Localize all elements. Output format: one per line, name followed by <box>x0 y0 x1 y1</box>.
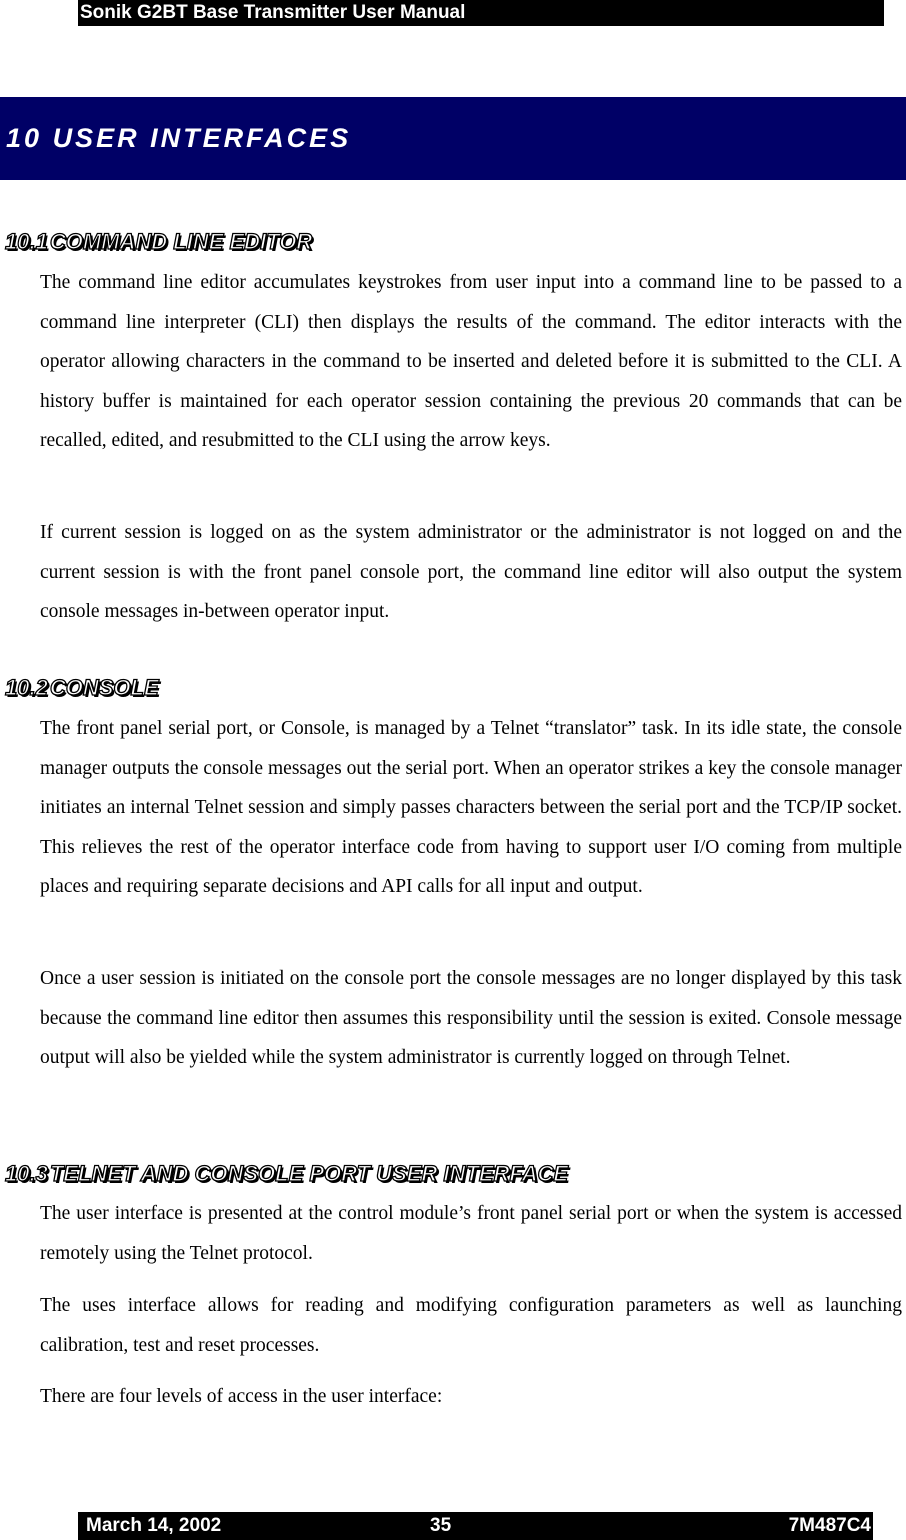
section-heading-10-3 <box>5 1161 568 1187</box>
document-id: 7M487C4 <box>788 1515 871 1536</box>
manual-title: Sonik G2BT Base Transmitter User Manual <box>80 2 466 23</box>
page-number: 35 <box>430 1515 452 1536</box>
section-heading-10-2 <box>5 675 159 701</box>
section-title: CONSOLE <box>49 675 159 700</box>
running-header <box>78 0 884 26</box>
section-title: TELNET AND CONSOLE PORT USER INTERFACE <box>49 1161 569 1186</box>
section-number: 10.3 <box>5 1161 48 1186</box>
chapter-number: 10 <box>6 123 43 153</box>
chapter-title-bar <box>0 97 906 180</box>
section-heading-10-1 <box>5 229 312 255</box>
paragraph: Once a user session is initiated on the console port the console messages are no longer displayed by this task because the command line editor then assumes this responsibility until the session is exited. Console message output will also be yielded while the system administrator is currently logged on through Telnet. <box>40 968 902 1068</box>
paragraph: The user interface is presented at the control module’s front panel serial port or when the system is accessed remotely using the Telnet protocol. <box>40 1203 902 1264</box>
chapter-title: USER INTERFACES <box>52 123 352 153</box>
section-title: COMMAND LINE EDITOR <box>49 229 313 254</box>
paragraph: The uses interface allows for reading and modifying configuration parameters as well as launching calibration, test and reset processes. <box>40 1295 902 1356</box>
section-number: 10.2 <box>5 675 48 700</box>
paragraph: The command line editor accumulates keystrokes from user input into a command line to be passed to a command line interpreter (CLI) then displays the results of the command. The editor interacts with the operator allowing characters in the command to be inserted and deleted before it is submitted to the CLI. A history buffer is maintained for each operator session containing the previous 20 commands that can be recalled, edited, and resubmitted to the CLI using the arrow keys. <box>40 272 902 451</box>
running-footer <box>78 1512 873 1540</box>
paragraph: If current session is logged on as the system administrator or the administrator is not logged on and the current session is with the front panel console port, the command line editor will also output the system console messages in-between operator input. <box>40 522 902 622</box>
paragraph: There are four levels of access in the user interface: <box>40 1386 443 1407</box>
section-number: 10.1 <box>5 229 48 254</box>
paragraph: The front panel serial port, or Console, is managed by a Telnet “translator” task. In its idle state, the console manager outputs the console messages out the serial port. When an operator strikes a key the console manager initiates an internal Telnet session and simply passes characters between the serial port and the TCP/IP socket. This relieves the rest of the operator interface code from having to support user I/O coming from multiple places and requiring separate decisions and API calls for all input and output. <box>40 718 902 897</box>
footer-date: March 14, 2002 <box>86 1515 222 1536</box>
